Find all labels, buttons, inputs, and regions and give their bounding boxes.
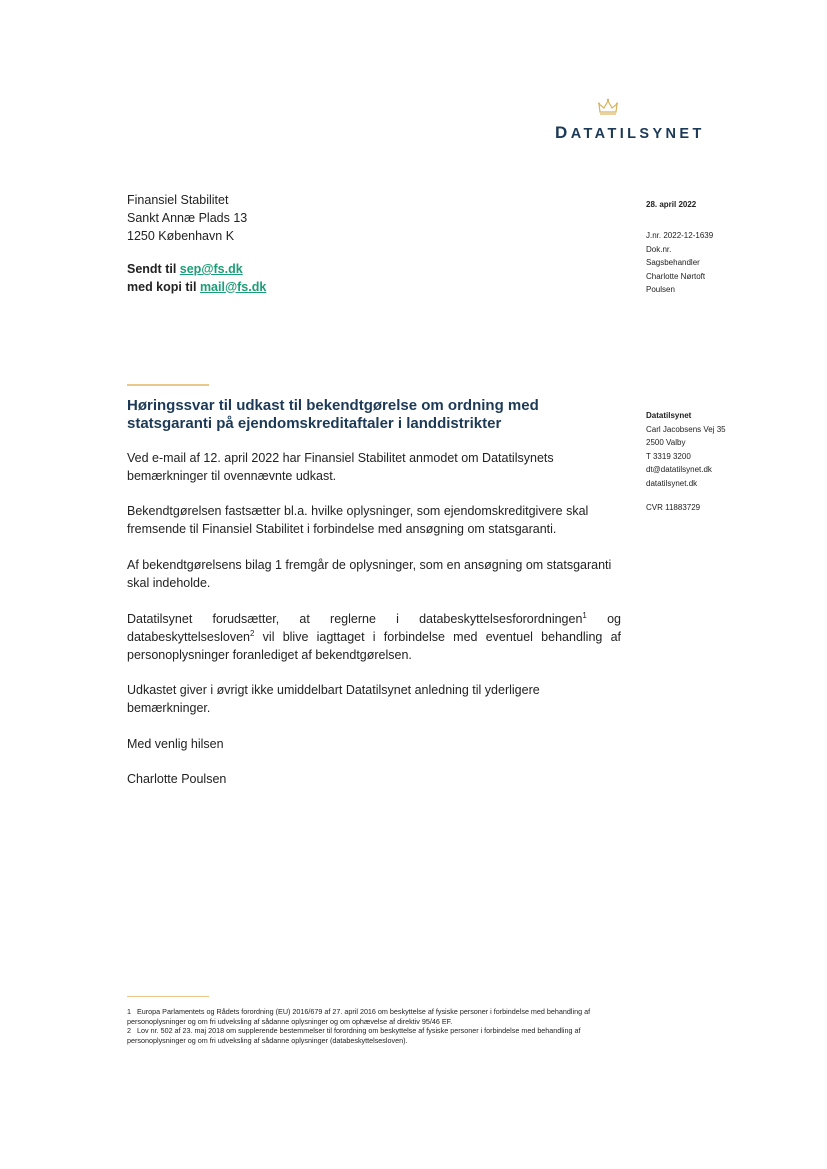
office-street: Carl Jacobsens Vej 35	[646, 424, 726, 434]
case-references	[646, 229, 713, 297]
journal-number: J.nr. 2022-12-1639	[646, 231, 714, 240]
recipient-line: Sankt Annæ Plads 13	[127, 211, 248, 225]
handler-name: Charlotte Nørtoft	[646, 271, 706, 281]
cc-label: med kopi til	[127, 279, 200, 294]
body-paragraph: Datatilsynet forudsætter, at reglerne i databeskyttelsesforordningen$^1$ og databeskyttelsesloven$^2$ vil blive iagttaget i forbindelse med eventuel behandling af personoplysninger foranlediget af bekendtgørelsen.	[127, 610, 621, 662]
footnotes	[127, 1007, 617, 1045]
recipient-line: Finansiel Stabilitet	[127, 193, 229, 207]
cc-email-link[interactable]: mail@fs.dk	[199, 279, 267, 294]
office-city: 2500 Valby	[646, 438, 686, 447]
office-web: datatilsynet.dk	[646, 478, 698, 488]
sent-info	[127, 261, 266, 296]
office-cvr: CVR 11883729	[646, 503, 701, 512]
footnote-divider	[127, 996, 209, 997]
body-paragraph: Ved e-mail af 12. april 2022 har Finansiel Stabilitet anmodet om Datatilsynets bemærkninger til ovennævnte udkast.	[127, 451, 554, 483]
document-number: Dok.nr.	[646, 244, 672, 254]
closing-greeting: Med venlig hilsen	[127, 737, 224, 751]
footnote: 1 Europa Parlamentets og Rådets forordning (EU) 2016/679 af 27. april 2016 om beskyttelse af fysiske personer i forbindelse med behandling af personoplysninger og om fri udveksling af sådanne oplysninger og om ophævelse af direktiv 95/46 EF.	[127, 1007, 591, 1026]
body-paragraph: Bekendtgørelsen fastsætter bl.a. hvilke oplysninger, som ejendomskreditgivere skal fremsende til Finansiel Stabilitet i forbindelse med ansøgning om statsgaranti.	[127, 504, 589, 536]
logo-wordmark: DATATILSYNET	[555, 123, 705, 142]
signer-name: Charlotte Poulsen	[127, 772, 227, 786]
letter-date: 28. april 2022	[646, 200, 697, 209]
handler-label: Sagsbehandler	[646, 258, 700, 267]
letter-title: Høringssvar til udkast til bekendtgørelse om ordning med statsgaranti på ejendomskreditaftaler i landdistrikter	[127, 397, 539, 432]
footnote-ref-1: 1	[582, 610, 587, 620]
datatilsynet-logo	[555, 98, 740, 144]
office-contact	[646, 409, 726, 490]
handler-name: Poulsen	[646, 285, 675, 294]
office-name: Datatilsynet	[646, 411, 692, 420]
body-paragraph: Udkastet giver i øvrigt ikke umiddelbart Datatilsynet anledning til yderligere bemærkninger.	[127, 683, 540, 715]
body-paragraph: Af bekendtgørelsens bilag 1 fremgår de oplysninger, som en ansøgning om statsgaranti skal indeholde.	[127, 558, 612, 590]
footnote: 2 Lov nr. 502 af 23. maj 2018 om supplerende bestemmelser til forordning om beskyttelse af fysiske personer i forbindelse med behandling af personoplysninger og om fri udveksling af sådanne oplysninger (databeskyttelsesloven).	[127, 1026, 581, 1045]
office-email: dt@datatilsynet.dk	[646, 465, 712, 474]
footnote-ref-2: 2	[250, 628, 255, 638]
recipient-line: 1250 København K	[127, 229, 235, 243]
recipient-address	[127, 191, 247, 245]
sent-to-email-link[interactable]: sep@fs.dk	[179, 262, 243, 276]
title-divider	[127, 384, 209, 386]
office-phone: T 3319 3200	[646, 451, 691, 461]
sent-to-label: Sendt til	[127, 262, 180, 276]
crown-icon	[597, 98, 619, 116]
